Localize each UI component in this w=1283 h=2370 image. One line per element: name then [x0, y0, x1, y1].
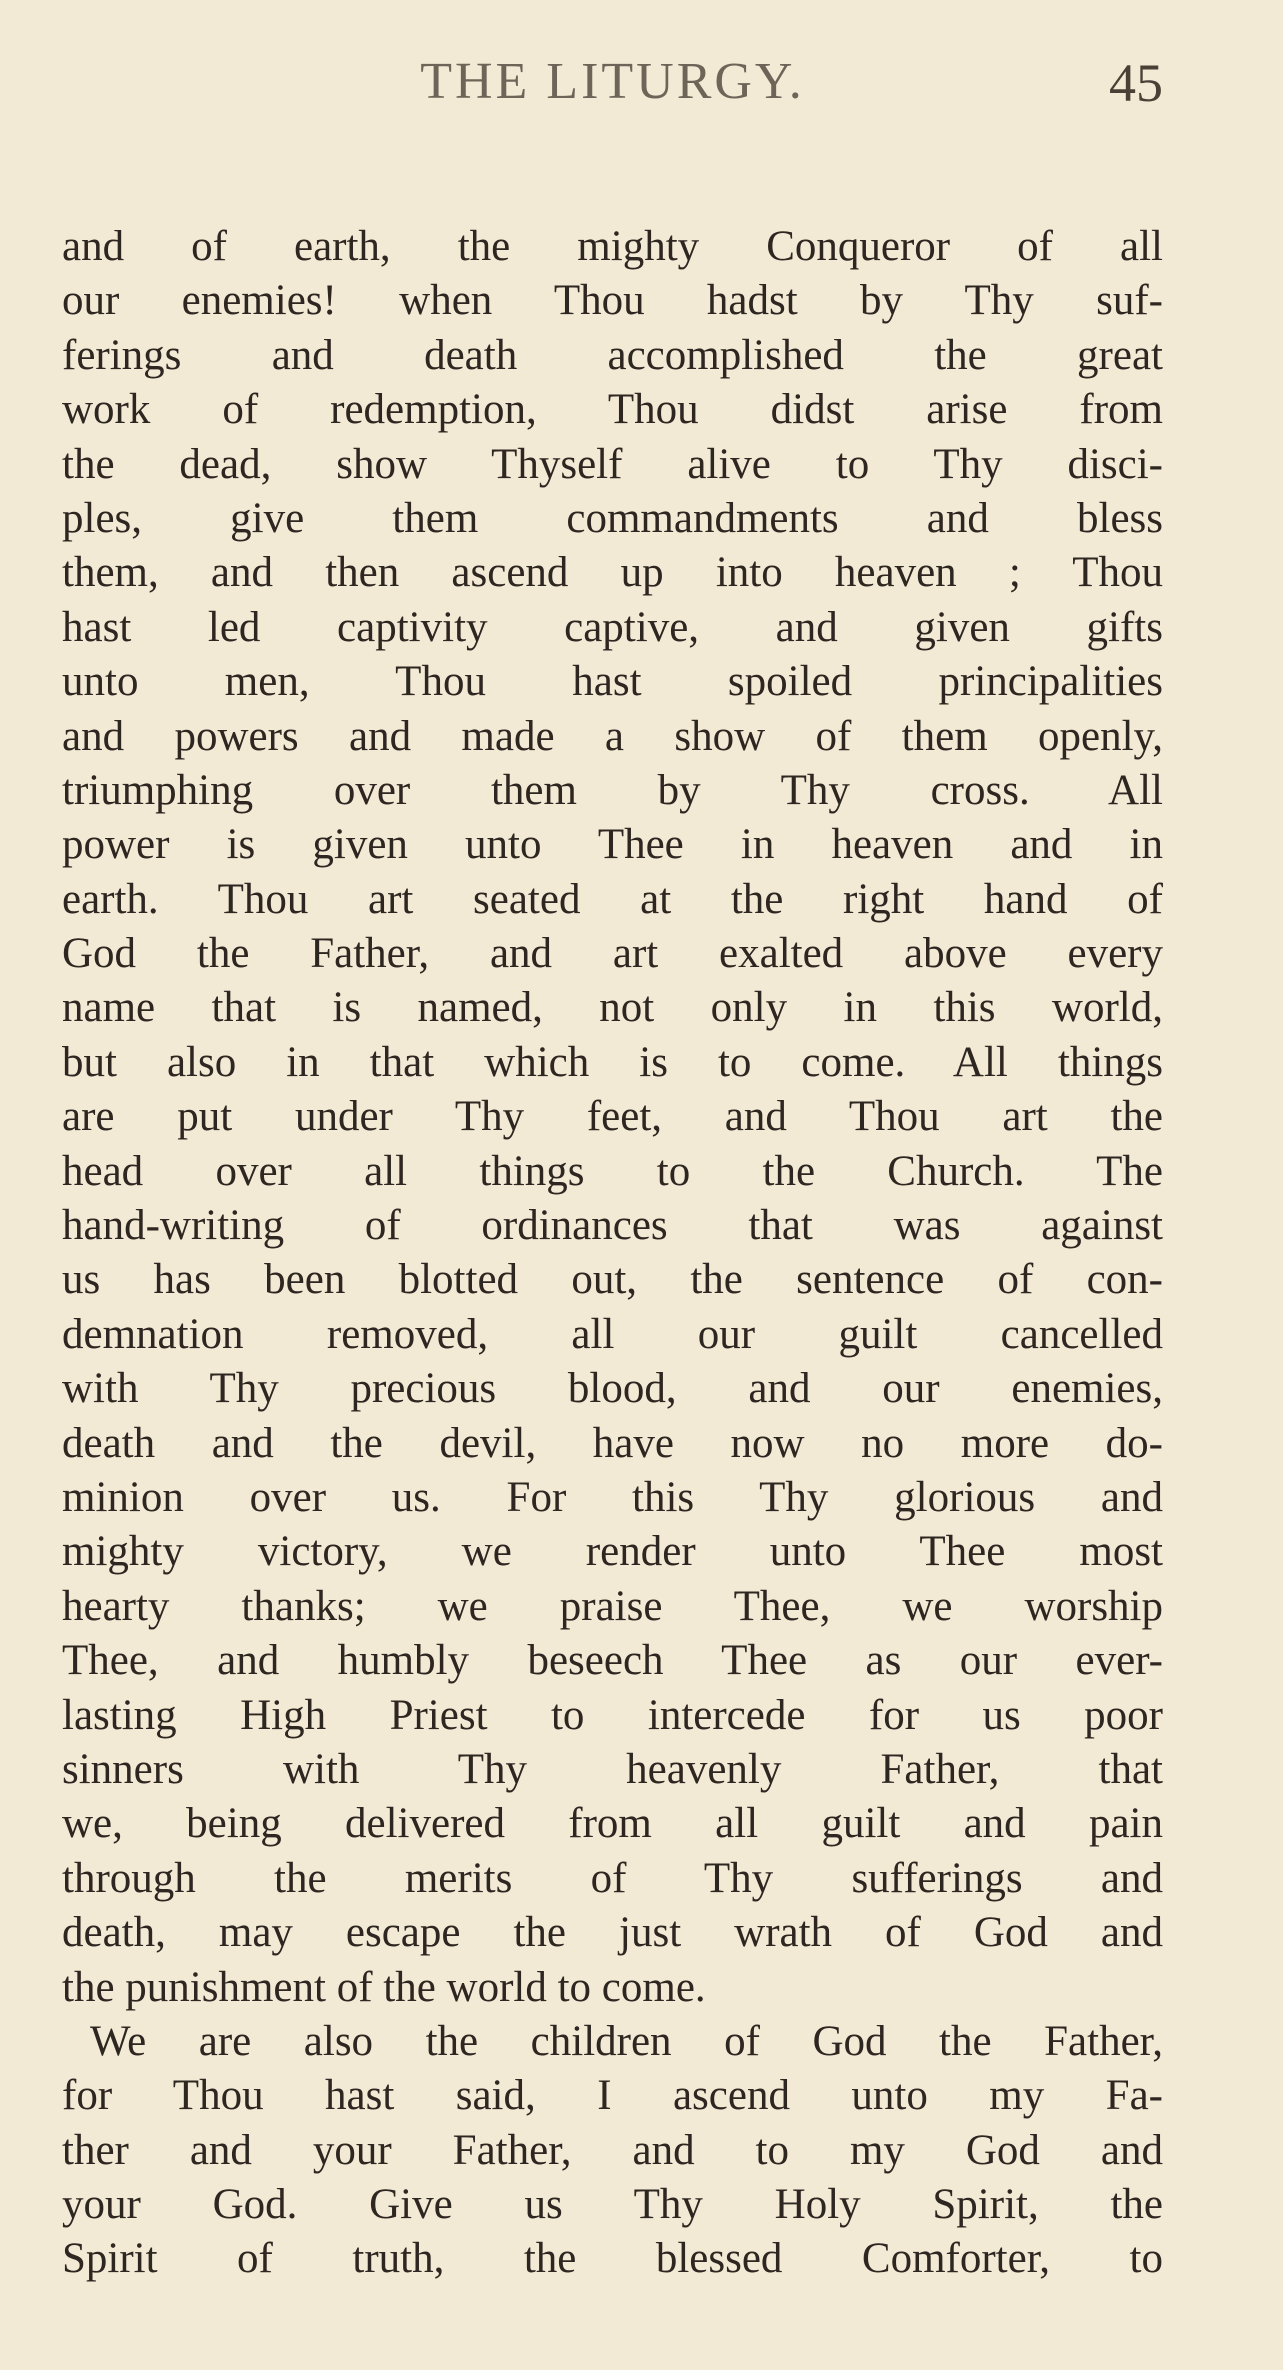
page-number: 45 [1109, 53, 1163, 113]
text-line: death and the devil, have now no more do- [62, 1419, 1163, 1467]
text-line: are put under Thy feet, and Thou art the [62, 1093, 1163, 1141]
text-line: power is given unto Thee in heaven and in [62, 821, 1163, 869]
text-line: work of redemption, Thou didst arise from [62, 386, 1163, 434]
text-line: them, and then ascend up into heaven ; Thou [62, 549, 1163, 597]
text-line: Spirit of truth, the blessed Comforter, to [62, 2235, 1163, 2283]
text-line: hast led captivity captive, and given gifts [62, 603, 1163, 651]
text-line: head over all things to the Church. The [62, 1147, 1163, 1195]
text-line: Thee, and humbly beseech Thee as our ever- [62, 1637, 1163, 1685]
text-line: us has been blotted out, the sentence of con- [62, 1256, 1163, 1304]
text-line: ferings and death accomplished the great [62, 331, 1163, 379]
text-line: We are also the children of God the Father, [90, 2017, 1163, 2065]
text-line: hand-writing of ordinances that was against [62, 1202, 1163, 1250]
text-line: triumphing over them by Thy cross. All [62, 766, 1163, 814]
text-line: ples, give them commandments and bless [62, 494, 1163, 542]
text-line: mighty victory, we render unto Thee most [62, 1528, 1163, 1576]
text-line: demnation removed, all our guilt cancelled [62, 1310, 1163, 1358]
body-text [62, 220, 1163, 2287]
text-line: and powers and made a show of them openly, [62, 712, 1163, 760]
text-line: but also in that which is to come. All things [62, 1038, 1163, 1086]
text-line: and of earth, the mighty Conqueror of all [62, 223, 1163, 270]
text-line: lasting High Priest to intercede for us poor [62, 1691, 1163, 1739]
text-line: ther and your Father, and to my God and [62, 2126, 1163, 2174]
text-line: we, being delivered from all guilt and pain [62, 1800, 1163, 1848]
text-line: for Thou hast said, I ascend unto my Fa- [62, 2072, 1163, 2120]
text-line: God the Father, and art exalted above every [62, 930, 1163, 978]
page-header [62, 52, 1163, 122]
text-line: minion over us. For this Thy glorious and [62, 1473, 1163, 1521]
text-line: name that is named, not only in this world, [62, 984, 1163, 1032]
text-line: death, may escape the just wrath of God and [62, 1909, 1163, 1957]
text-line: earth. Thou art seated at the right hand of [62, 875, 1163, 923]
text-line: the dead, show Thyself alive to Thy disci- [62, 440, 1163, 488]
running-title: THE LITURGY. [420, 53, 805, 110]
text-line: our enemies! when Thou hadst by Thy suf- [62, 277, 1163, 325]
text-line: hearty thanks; we praise Thee, we worship [62, 1582, 1163, 1630]
text-line: your God. Give us Thy Holy Spirit, the [62, 2181, 1163, 2229]
text-line: through the merits of Thy sufferings and [62, 1854, 1163, 1902]
text-line: the punishment of the world to come. [62, 1963, 706, 2011]
text-line: sinners with Thy heavenly Father, that [62, 1745, 1163, 1793]
text-line: with Thy precious blood, and our enemies, [62, 1365, 1163, 1413]
text-line: unto men, Thou hast spoiled principalities [62, 658, 1163, 706]
